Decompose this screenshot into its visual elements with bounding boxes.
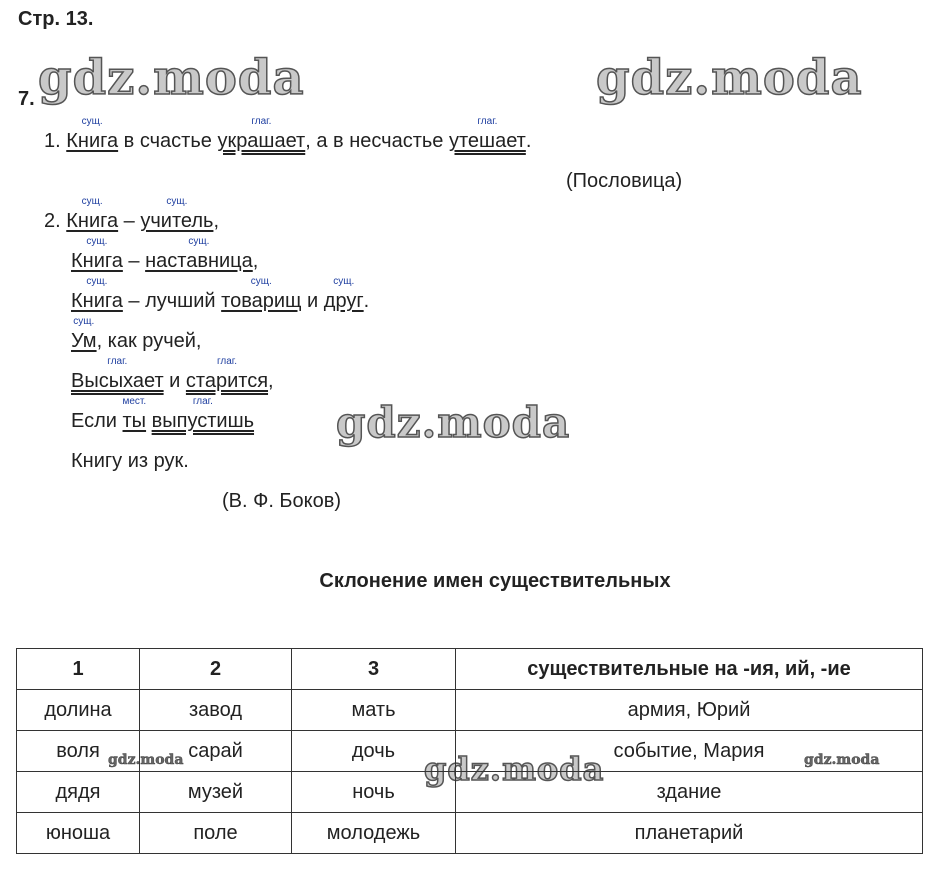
page-number: Стр. 13. bbox=[18, 8, 94, 30]
poem-source: (В. Ф. Боков) bbox=[222, 490, 342, 512]
table-cell: завод bbox=[140, 690, 292, 731]
word: сущ. друг bbox=[323, 276, 364, 312]
poem-line: Книгу из рук. bbox=[71, 450, 189, 472]
table-cell: здание bbox=[456, 772, 923, 813]
part-of-speech-label: сущ. bbox=[73, 316, 95, 327]
poem-line: Если мест. ты глаг. выпустишь bbox=[71, 396, 255, 432]
table-cell: воля bbox=[17, 731, 140, 772]
column-header: 3 bbox=[292, 649, 456, 690]
watermark: gdz.moda bbox=[108, 752, 184, 768]
word: глаг. украшает bbox=[217, 116, 306, 152]
declension-table bbox=[16, 648, 923, 854]
table-cell: ночь bbox=[292, 772, 456, 813]
table-cell: поле bbox=[140, 813, 292, 854]
word: мест. ты bbox=[122, 396, 147, 432]
column-header: 1 bbox=[17, 649, 140, 690]
word: сущ. Книга bbox=[71, 276, 123, 312]
table-title: Склонение имен существительных bbox=[319, 570, 671, 592]
column-header: существительные на -ия, ий, -ие bbox=[456, 649, 923, 690]
item-number: 1. bbox=[44, 130, 61, 152]
table-cell: молодежь bbox=[292, 813, 456, 854]
table-row bbox=[17, 813, 923, 854]
proverb-source: (Пословица) bbox=[566, 170, 683, 192]
table-row bbox=[17, 772, 923, 813]
table-cell: дочь bbox=[292, 731, 456, 772]
table-cell: юноша bbox=[17, 813, 140, 854]
part-of-speech-label: сущ. bbox=[86, 276, 108, 287]
proverb-line bbox=[44, 116, 532, 153]
word: сущ. Книга bbox=[66, 116, 119, 152]
part-of-speech-label: сущ. bbox=[166, 196, 188, 207]
table-header-row bbox=[17, 649, 923, 690]
part-of-speech-label: мест. bbox=[122, 396, 147, 407]
word: глаг. старится bbox=[185, 356, 269, 392]
part-of-speech-label: сущ. bbox=[81, 116, 103, 127]
table-cell: дядя bbox=[17, 772, 140, 813]
part-of-speech-label: сущ. bbox=[81, 196, 103, 207]
column-header: 2 bbox=[140, 649, 292, 690]
part-of-speech-label: глаг. bbox=[251, 116, 272, 127]
table-cell: сарай bbox=[140, 731, 292, 772]
watermark: gdz.moda bbox=[804, 752, 880, 768]
part-of-speech-label: глаг. bbox=[216, 356, 237, 367]
word: сущ. Книга bbox=[66, 196, 119, 232]
part-of-speech-label: сущ. bbox=[188, 236, 210, 247]
poem-line: 2. сущ. Книга – сущ. учитель, bbox=[44, 196, 219, 232]
table-cell: музей bbox=[140, 772, 292, 813]
part-of-speech-label: сущ. bbox=[86, 236, 108, 247]
part-of-speech-label: сущ. bbox=[333, 276, 355, 287]
watermark: gdz.moda bbox=[38, 50, 305, 106]
word: сущ. Книга bbox=[71, 236, 123, 272]
text: , а в несчастье bbox=[305, 130, 449, 152]
text: . bbox=[525, 130, 532, 152]
word: глаг. выпустишь bbox=[151, 396, 255, 432]
word: сущ. учитель bbox=[140, 196, 214, 232]
table-cell: событие, Мария bbox=[456, 731, 923, 772]
poem-line: глаг. Высыхает и глаг. старится, bbox=[71, 356, 274, 392]
table-cell: долина bbox=[17, 690, 140, 731]
table-cell: мать bbox=[292, 690, 456, 731]
word: сущ. наставница bbox=[145, 236, 253, 272]
watermark: gdz.moda bbox=[596, 50, 863, 106]
table-cell: армия, Юрий bbox=[456, 690, 923, 731]
watermark: gdz.moda bbox=[336, 398, 571, 447]
poem-line: сущ. Ум, как ручей, bbox=[71, 316, 202, 352]
item-number: 2. bbox=[44, 210, 61, 232]
text: в счастье bbox=[118, 130, 218, 152]
part-of-speech-label: глаг. bbox=[477, 116, 498, 127]
part-of-speech-label: глаг. bbox=[107, 356, 128, 367]
table-row bbox=[17, 690, 923, 731]
watermark: gdz.moda bbox=[424, 750, 605, 788]
table-row bbox=[17, 731, 923, 772]
poem-line: сущ. Книга – сущ. наставница, bbox=[71, 236, 259, 272]
word: глаг. утешает bbox=[448, 116, 526, 152]
poem-line: сущ. Книга – лучший сущ. товарищ и сущ. друг. bbox=[71, 276, 370, 312]
exercise-number: 7. bbox=[18, 88, 35, 110]
table-cell: планетарий bbox=[456, 813, 923, 854]
part-of-speech-label: глаг. bbox=[192, 396, 213, 407]
word: глаг. Высыхает bbox=[71, 356, 164, 392]
word: сущ. Ум bbox=[71, 316, 97, 352]
word: сущ. товарищ bbox=[221, 276, 302, 312]
part-of-speech-label: сущ. bbox=[250, 276, 272, 287]
